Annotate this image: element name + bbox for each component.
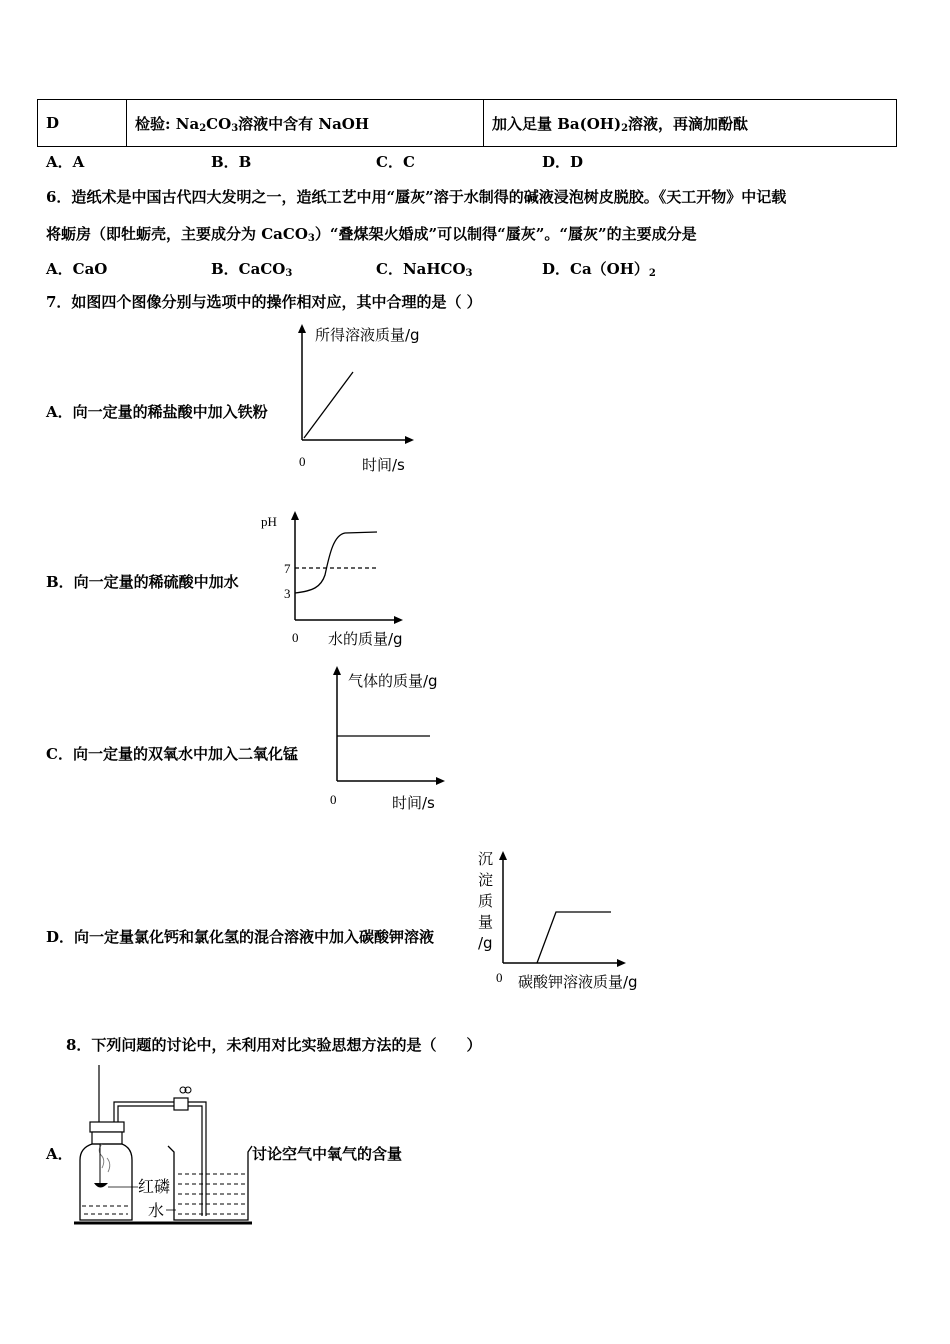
graph-b-ylabel: pH [261, 514, 277, 529]
q6-stem-line1: 6．造纸术是中国古代四大发明之一，造纸工艺中用“蜃灰”溶于水制得的碱液浸泡树皮脱胶。《天工开物》中记载 [46, 188, 787, 206]
graph-d-y-arrow [499, 851, 507, 860]
graph-a-xlabel: 时间/s [362, 456, 405, 474]
q5-option-a: A．A [46, 153, 85, 171]
combustion-spoon [94, 1183, 108, 1188]
stopper [90, 1122, 124, 1132]
graph-b-tick-7: 7 [284, 561, 291, 576]
q5-option-b: B．B [211, 153, 252, 171]
q6-stem-line2: 将蛎房（即牡蛎壳，主要成分为 CaCO$_3$）“叠煤架火婚成”可以制得“蜃灰”。“蜃灰”的主要成分是 [46, 225, 697, 244]
graph-c-x-arrow [436, 777, 445, 785]
table-cell-experiment: 检验: $Na_2CO_3$溶液中含有 NaOH [127, 100, 484, 147]
apparatus-diagram [70, 1060, 255, 1230]
graph-d-ylabel-3: 质 [478, 892, 494, 910]
graph-c [325, 662, 465, 812]
graph-c-ylabel: 气体的质量/g [348, 672, 438, 690]
graph-b-tick-3: 3 [284, 586, 291, 601]
q7-stem: 7．如图四个图像分别与选项中的操作相对应，其中合理的是（ ） [46, 293, 482, 311]
graph-d-curve [537, 912, 611, 963]
clamp [174, 1098, 188, 1110]
beaker [168, 1146, 252, 1220]
graph-a-y-arrow [298, 324, 306, 333]
table-row [38, 100, 897, 147]
graph-a-curve [304, 372, 353, 438]
label-red-phosphorus: 红磷 [138, 1177, 171, 1196]
graph-b-origin: 0 [292, 630, 299, 645]
q6-option-c: C．NaHCO$_3$ [376, 260, 473, 279]
graph-b-curve [295, 532, 377, 593]
graph-b-x-arrow [394, 616, 403, 624]
table-cell-option: D [38, 100, 127, 147]
answer-table [37, 99, 897, 147]
graph-d-xlabel: 碳酸钾溶液质量/g [518, 973, 638, 991]
graph-c-xlabel: 时间/s [392, 794, 435, 812]
graph-c-origin: 0 [330, 792, 337, 807]
graph-d [470, 845, 660, 995]
graph-d-ylabel-5: /g [478, 934, 493, 952]
gas-bottle [80, 1144, 132, 1220]
q8-option-a-text: 讨论空气中氧气的含量 [252, 1145, 403, 1163]
graph-b-y-arrow [291, 511, 299, 520]
connecting-tube-inner [118, 1106, 202, 1216]
q6-option-d: D．$Ca(OH)_2$ [542, 260, 656, 279]
bottle-neck [92, 1132, 122, 1144]
smoke-icon [107, 1158, 110, 1172]
graph-b-xlabel: 水的质量/g [328, 630, 403, 648]
graph-d-origin: 0 [496, 970, 503, 985]
q8-stem: 8．下列问题的讨论中，未利用对比实验思想方法的是（ ） [66, 1036, 482, 1054]
graph-b [255, 505, 425, 650]
graph-a-ylabel: 所得溶液质量/g [315, 326, 420, 344]
graph-d-x-arrow [617, 959, 626, 967]
q5-option-c: C．C [376, 153, 415, 171]
q7-option-a: A．向一定量的稀盐酸中加入铁粉 [46, 403, 268, 421]
graph-d-ylabel-4: 量 [478, 913, 494, 931]
q6-option-a: A．CaO [46, 260, 108, 278]
q7-option-d: D．向一定量氯化钙和氯化氢的混合溶液中加入碳酸钾溶液 [46, 928, 435, 946]
q8-option-a-letter: A． [46, 1145, 73, 1163]
q5-option-d: D．D [542, 153, 584, 171]
graph-a-origin: 0 [299, 454, 306, 469]
label-water: 水 [148, 1201, 165, 1220]
graph-d-ylabel-2: 淀 [478, 871, 494, 889]
table-cell-method: 加入足量 $Ba(OH)_2$溶液，再滴加酚酞 [484, 100, 897, 147]
q7-option-c: C．向一定量的双氧水中加入二氧化锰 [46, 745, 298, 763]
connecting-tube [114, 1102, 206, 1216]
q6-option-b: B．CaCO$_3$ [211, 260, 293, 279]
graph-d-ylabel-1: 沉 [478, 850, 494, 868]
graph-a [290, 320, 430, 480]
graph-a-x-arrow [405, 436, 414, 444]
q7-option-b: B．向一定量的稀硫酸中加水 [46, 573, 239, 591]
graph-c-y-arrow [333, 666, 341, 675]
